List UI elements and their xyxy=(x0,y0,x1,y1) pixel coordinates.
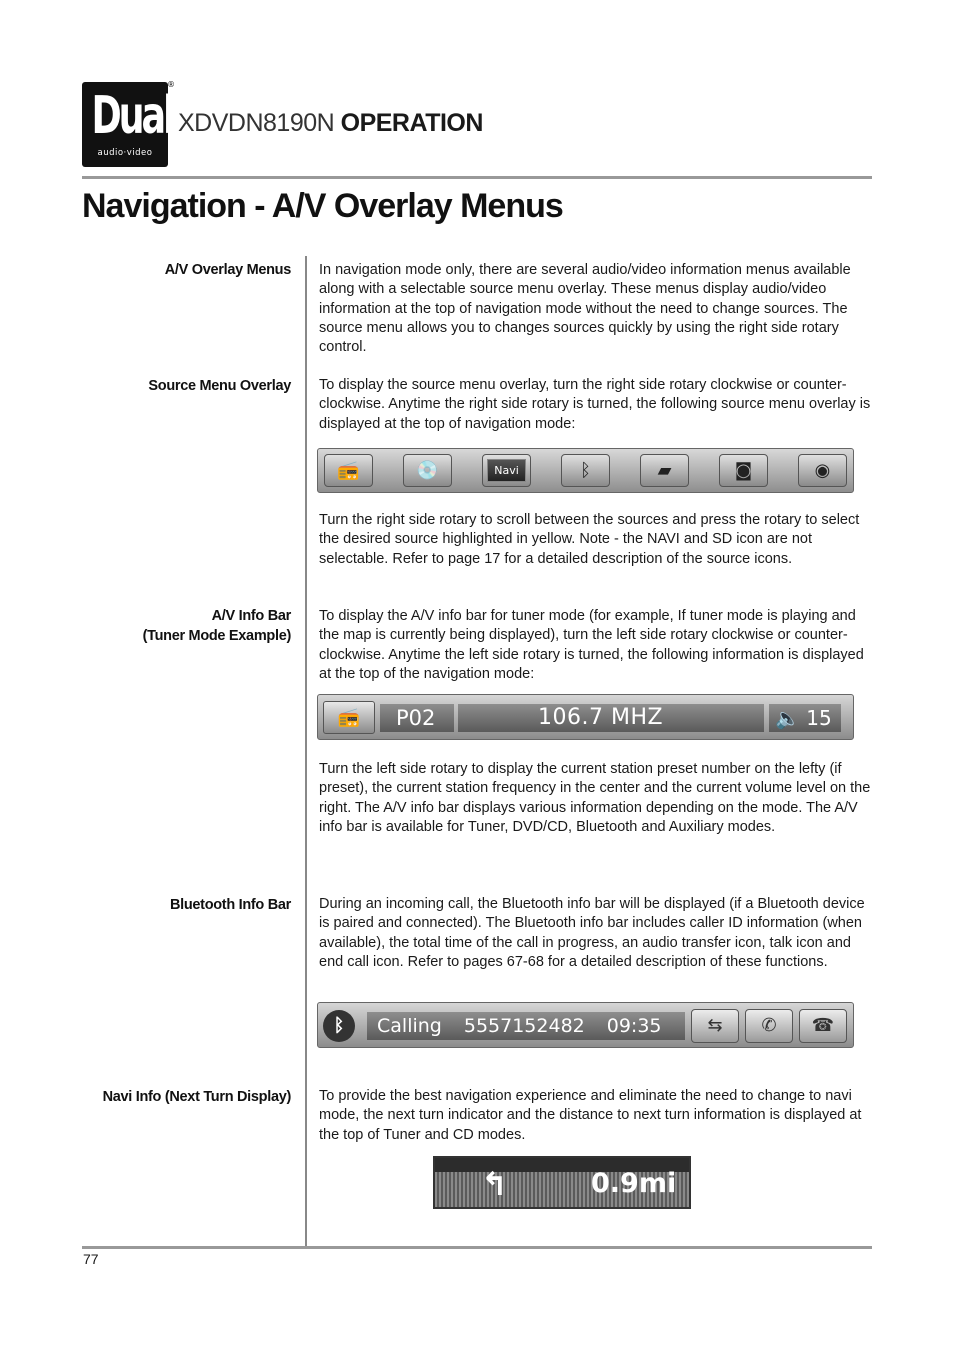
bluetooth-icon[interactable]: ᛒ xyxy=(561,454,610,487)
frequency-display: 106.7 MHZ xyxy=(458,704,764,732)
bottom-rule xyxy=(82,1246,872,1249)
preset-display: P02 xyxy=(380,704,454,732)
call-time: 09:35 xyxy=(606,1015,662,1037)
label-navi-info: Navi Info (Next Turn Display) xyxy=(102,1089,291,1105)
model-name: XDVDN8190N xyxy=(178,109,335,137)
page-number: 77 xyxy=(83,1251,99,1267)
radio-icon: 📻 xyxy=(323,701,375,734)
radio-icon[interactable]: 📻 xyxy=(324,454,373,487)
volume-display xyxy=(769,704,841,732)
speaker-icon: 🔈 xyxy=(775,706,800,730)
top-rule xyxy=(82,176,872,179)
camera-icon[interactable]: ◉ xyxy=(798,454,847,487)
turn-distance: 0.9mi xyxy=(591,1168,677,1199)
para-av-info: To display the A/V info bar for tuner mode (for example, If tuner mode is playing and the map is currently being displayed), turn the left side rotary clockwise or counter-clockwise. Anytime the left side rotary is turned, the following information is displayed at the top of the navigation mode: xyxy=(319,608,864,682)
audio-transfer-icon[interactable]: ⇆ xyxy=(691,1009,739,1043)
dual-logo xyxy=(82,82,173,167)
label-source-menu-overlay: Source Menu Overlay xyxy=(148,378,291,394)
para-source-menu-2: Turn the right side rotary to scroll between the sources and press the rotary to select the desired source highlighted in yellow. Note - the NAVI and SD icon are not selectable. Refer to page 17 for a detailed description of the source icons. xyxy=(319,512,860,567)
para-av-info-2: Turn the left side rotary to display the current station preset number on the lefty (if preset), the current station frequency in the center and the current volume level on the right. The A/V info bar displays various information depending on the mode. The A/V info bar is available for Tuner, DVD/CD, Bluetooth and Auxiliary modes. xyxy=(319,761,871,835)
caller-display xyxy=(367,1012,685,1040)
label-av-overlay-menus: A/V Overlay Menus xyxy=(164,262,291,278)
para-av-overlay: In navigation mode only, there are several audio/video information menus available along with a selectable source menu overlay. These menus display audio/video information at the top of navigation mode without the need to change sources. The source menu allows you to changes sources quickly by using the right side rotary control. xyxy=(319,262,851,356)
end-call-icon[interactable]: ☎ xyxy=(799,1009,847,1043)
para-source-menu: To display the source menu overlay, turn the right side rotary clockwise or counter-clockwise. Anytime the right side rotary is turned, the following source menu overlay is displayed at the top of navigation mode: xyxy=(319,377,871,432)
source-menu-bar xyxy=(317,448,854,493)
volume-value: 15 xyxy=(806,706,832,730)
model-heading xyxy=(178,108,483,138)
call-status: Calling xyxy=(377,1015,442,1037)
next-turn-display xyxy=(433,1156,691,1209)
turn-left-arrow-icon: ↰ xyxy=(481,1165,508,1203)
section-name: OPERATION xyxy=(340,109,483,137)
logo-word: Dual xyxy=(91,86,173,146)
bluetooth-icon: ᛒ xyxy=(323,1010,355,1042)
logo-subtitle: audio·video xyxy=(97,148,153,158)
registered-mark: ® xyxy=(167,80,175,89)
talk-icon[interactable]: ✆ xyxy=(745,1009,793,1043)
label-tuner-mode-example: (Tuner Mode Example) xyxy=(142,628,291,644)
caller-number: 5557152482 xyxy=(463,1015,585,1037)
navi-label: Navi xyxy=(487,459,526,482)
sd-icon[interactable]: ▰ xyxy=(640,454,689,487)
aux-icon[interactable]: ◙ xyxy=(719,454,768,487)
disc-icon[interactable]: 💿 xyxy=(403,454,452,487)
av-info-bar xyxy=(317,694,854,740)
column-divider xyxy=(305,256,307,1247)
navi-icon[interactable] xyxy=(482,454,531,487)
label-av-info-bar: A/V Info Bar xyxy=(211,608,291,624)
page-title: Navigation - A/V Overlay Menus xyxy=(82,187,563,225)
label-bluetooth-info-bar: Bluetooth Info Bar xyxy=(169,897,291,913)
para-bluetooth: During an incoming call, the Bluetooth info bar will be displayed (if a Bluetooth device is paired and connected). The Bluetooth info bar includes caller ID information (when available), the total time of the call in progress, an audio transfer icon, talk icon and end call icon. Refer to pages 67-68 for a detailed description of these functions. xyxy=(319,896,865,970)
para-navi-info: To provide the best navigation experience and eliminate the need to change to navi mode, the next turn indicator and the distance to next turn information is displayed at the top of Tuner and CD modes. xyxy=(319,1088,862,1143)
bluetooth-info-bar xyxy=(317,1002,854,1048)
